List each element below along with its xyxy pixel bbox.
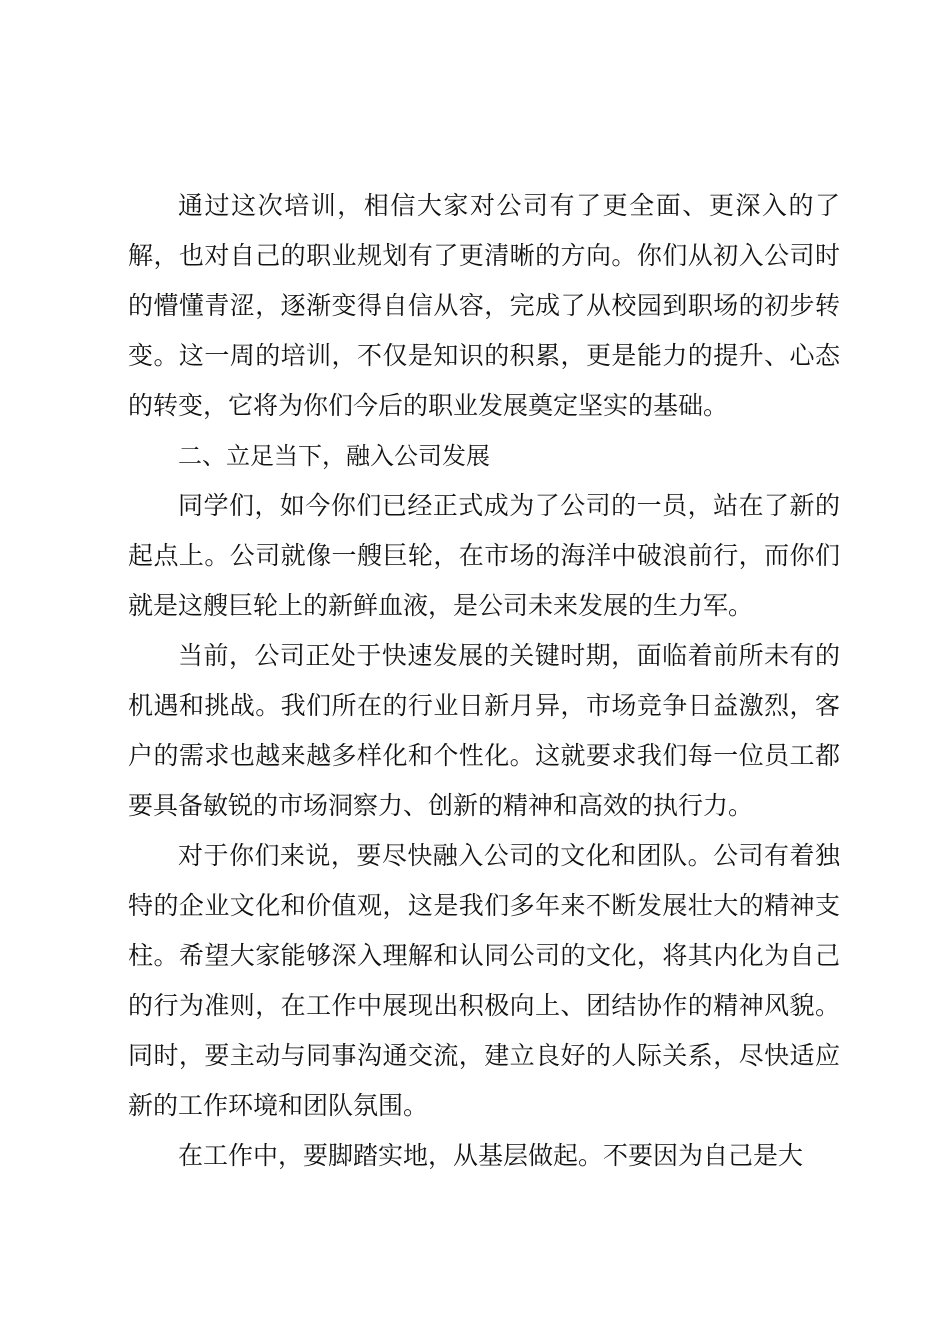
paragraph-training-summary: 通过这次培训，相信大家对公司有了更全面、更深入的了解，也对自己的职业规划有了更清晰的方向。你们从初入公司时的懵懂青涩，逐渐变得自信从容，完成了从校园到职场的初步转变。这一周的培训，不仅是知识的积累，更是能力的提升、心态的转变，它将为你们今后的职业发展奠定坚实的基础。 (128, 191, 840, 420)
section-heading-2: 二、立足当下，融入公司发展 (178, 442, 490, 470)
document-body (128, 181, 840, 1181)
paragraph-company-status: 当前，公司正处于快速发展的关键时期，面临着前所未有的机遇和挑战。我们所在的行业日新月异，市场竞争日益激烈，客户的需求也越来越多样化和个性化。这就要求我们每一位员工都要具备敏锐的市场洞察力、创新的精神和高效的执行力。 (128, 641, 840, 820)
paragraph-new-member: 同学们，如今你们已经正式成为了公司的一员，站在了新的起点上。公司就像一艘巨轮，在市场的海洋中破浪前行，而你们就是这艘巨轮上的新鲜血液，是公司未来发展的生力军。 (128, 491, 840, 620)
paragraph-work-attitude: 在工作中，要脚踏实地，从基层做起。不要因为自己是大 (178, 1141, 804, 1170)
paragraph-culture-team: 对于你们来说，要尽快融入公司的文化和团队。公司有着独特的企业文化和价值观，这是我们多年来不断发展壮大的精神支柱。希望大家能够深入理解和认同公司的文化，将其内化为自己的行为准则，在工作中展现出积极向上、团结协作的精神风貌。同时，要主动与同事沟通交流，建立良好的人际关系，尽快适应新的工作环境和团队氛围。 (128, 841, 840, 1120)
